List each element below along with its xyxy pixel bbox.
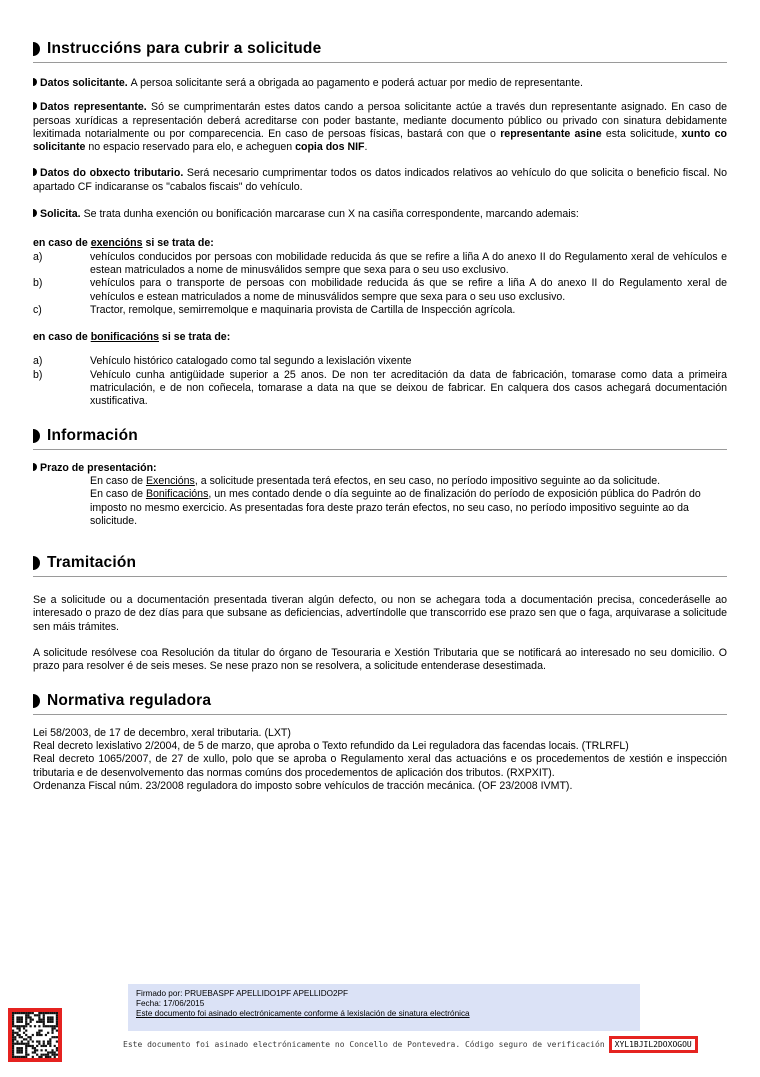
section-title: Normativa reguladora: [47, 691, 212, 709]
section-title: Tramitación: [47, 554, 137, 572]
paragraph-datos-representante: [33, 101, 727, 154]
verification-text: Este documento foi asinado electrónicamente no Concello de Pontevedra. Código seguro de verificación: [123, 1040, 605, 1049]
list-item-text: vehículos conducidos por persoas con mobilidade reducida ás que se refire a liña A do anexo II do Regulamento xeral de vehículos e estean matriculados a nome de minusválidos sempre que sexa para o seu uso exclusivo.: [90, 250, 727, 276]
section-bullet-icon: [33, 694, 40, 708]
list-item: [33, 251, 727, 278]
signature-note: Este documento foi asinado electrónicamente conforme á lexislación de sinatura electrónica: [136, 1009, 470, 1018]
list-item: [33, 369, 727, 409]
tramitacion-paragraph-2: A solicitude resólvese coa Resolución da titular do órgano de Tesouraria e Xestión Tributaria que se notificará ao interesado no seu domicilio. O prazo para resolver é de seis meses. Se nese prazo non se resolvera, a solicitude entenderase desestimada.: [33, 647, 727, 673]
normativa-lines: [33, 727, 727, 793]
signature-signed-by: Firmado por: PRUEBASPF APELLIDO1PF APELLIDO2PF: [136, 989, 349, 998]
section-header-instruccions: [33, 40, 727, 58]
info-line-exencions: En caso de Exencións, a solicitude presentada terá efectos, en seu caso, no período impositivo seguinte ao da solicitude.: [90, 474, 661, 487]
item-bullet-icon: [33, 463, 37, 471]
list-item-text: Vehículo cunha antigüidade superior a 25 anos. De non ter acreditación da data de fabricación, tomarase como data a primeira matriculación, e de non coñecela, tomarase a data na que se deixou de fabricar. En calquera dos casos achegará documentación xustificativa.: [90, 368, 727, 408]
qr-code-icon: [8, 1008, 62, 1062]
section-title: Información: [47, 426, 138, 444]
item-bullet-icon: [33, 78, 37, 86]
paragraph-text: Prazo de presentación:: [40, 461, 157, 474]
paragraph-solicita: [33, 208, 727, 221]
paragraph-datos-obxecto: [33, 167, 727, 194]
section-title: Instruccións para cubrir a solicitude: [47, 40, 322, 57]
list-item-text: vehículos para o transporte de persoas con mobilidade reducida ás que se refire a liña A do anexo II do Regulamento xeral de vehículos e estean matriculados a nome de minusválidos sempre que sexa para o seu uso exclusivo.: [90, 277, 727, 303]
exencions-heading: en caso de exencións si se trata de:: [33, 237, 214, 250]
normativa-line: Real decreto lexislativo 2/2004, de 5 de marzo, que aproba o Texto refundido da Lei reguladora das facendas locais. (TRLRFL): [33, 739, 629, 752]
exencions-list: [33, 251, 727, 317]
list-item-text: Vehículo histórico catalogado como tal segundo a lexislación vixente: [90, 355, 412, 368]
list-item-text: Tractor, remolque, semirremolque e maquinaria provista de Cartilla de Inspección agrícola.: [90, 303, 516, 316]
list-item-label: a): [33, 250, 43, 263]
paragraph-text: Solicita. Se trata dunha exención ou bonificación marcarase cun X na casiña correspondente, marcando ademais:: [40, 208, 579, 221]
verification-footer: [123, 1036, 698, 1053]
normativa-line: Ordenanza Fiscal núm. 23/2008 reguladora do imposto sobre vehículos de tracción mecánica. (OF 23/2008 IVMT).: [33, 779, 573, 792]
section-bullet-icon: [33, 42, 40, 56]
paragraph-prazo: [33, 462, 727, 475]
section-header-tramitacion: [33, 554, 727, 572]
divider: [33, 714, 727, 715]
section-bullet-icon: [33, 429, 40, 443]
paragraph-text: Datos representante. Só se cumprimentarán estes datos cando a persoa solicitante actúe a través dun representante asignado. En caso de persoas xurídicas a representación deberá acreditarse con poder bastante, mediante documento público ou privado con sinatura debidamente lexitimada notarialmente ou por comparecencia. En caso de persoas físicas, bastará con que o representante asine esta solicitude, xunto co solicitante no espacio reservado para elo, e acheguen copia dos NIF.: [33, 101, 727, 154]
document-content: [33, 40, 727, 793]
signature-box: [128, 984, 640, 1031]
item-bullet-icon: [33, 168, 37, 176]
list-item-label: b): [33, 368, 43, 381]
normativa-line: Real decreto 1065/2007, de 27 de xullo, polo que se aproba o Regulamento xeral das actuacións e os procedementos de xestión e inspección tributaria e de desenvolvemento das normas comúns dos procedementos de aplicación dos tributos. (RXPXIT).: [33, 753, 727, 779]
bonificacions-list: [33, 355, 727, 408]
list-item: [33, 355, 727, 368]
divider: [33, 62, 727, 63]
list-item-label: c): [33, 303, 42, 316]
item-bullet-icon: [33, 209, 37, 217]
section-bullet-icon: [33, 556, 40, 570]
list-item-label: a): [33, 355, 43, 368]
paragraph-datos-solicitante: [33, 77, 727, 90]
divider: [33, 449, 727, 450]
info-line-bonificacions: En caso de Bonificacións, un mes contado dende o día seguinte ao de finalización do período de exposición pública do Padrón do imposto no mesmo exercicio. As presentadas fora deste prazo terán efectos, no seu caso, no período impositivo seguinte ao da solicitude.: [90, 488, 701, 527]
list-item-label: b): [33, 277, 43, 290]
normativa-line: Lei 58/2003, de 17 de decembro, xeral tributaria. (LXT): [33, 726, 291, 739]
section-header-normativa: [33, 692, 727, 710]
list-item: [33, 304, 727, 317]
section-header-informacion: [33, 427, 727, 445]
verification-code: XYL1BJIL2DOXOGOU: [609, 1036, 698, 1053]
bonificacions-heading: en caso de bonificacións si se trata de:: [33, 331, 231, 344]
list-item: [33, 277, 727, 304]
paragraph-text: Datos solicitante. A persoa solicitante será a obrigada ao pagamento e poderá actuar por medio de representante.: [40, 77, 583, 89]
divider: [33, 576, 727, 577]
item-bullet-icon: [33, 102, 37, 110]
signature-date: Fecha: 17/06/2015: [136, 999, 205, 1008]
tramitacion-paragraph-1: Se a solicitude ou a documentación presentada tiveran algún defecto, ou non se achegara toda a documentación precisa, concederáselle ao interesado o prazo de dez días para que subsane as deficiencias, advertíndolle que transcorrido ese prazo sen que o faga, arquivarase a solicitude sen máis trámites.: [33, 594, 727, 633]
paragraph-text: Datos do obxecto tributario. Será necesario cumprimentar todos os datos indicados relativos ao vehículo do que solicita o beneficio fiscal. No apartado CF indicaranse os "cabalos fiscais" do vehículo.: [33, 167, 728, 193]
